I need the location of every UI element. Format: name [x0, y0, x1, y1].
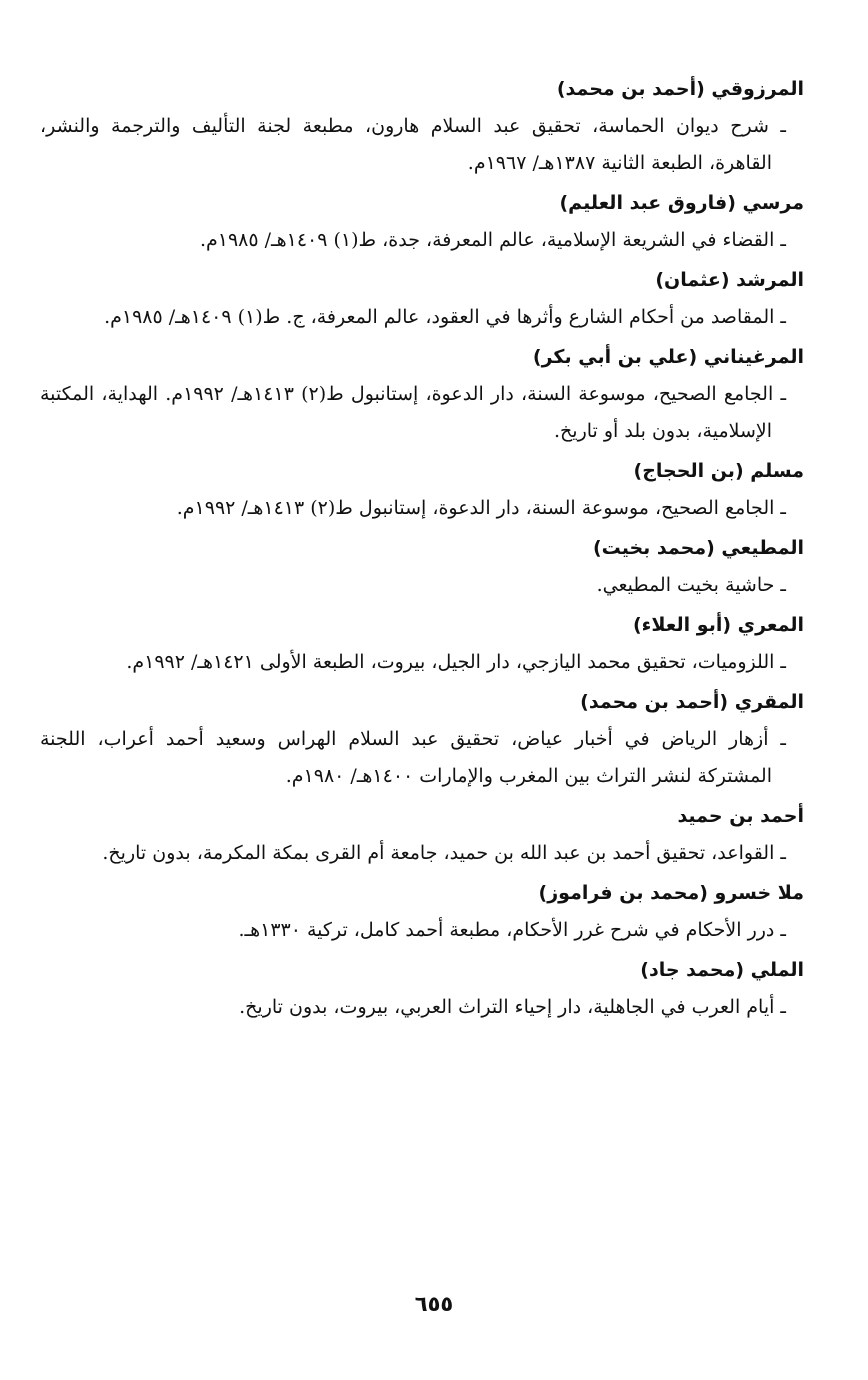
- bibliography-entry: [40, 74, 804, 182]
- entry-work: ـ الجامع الصحيح، موسوعة السنة، دار الدعوة، إستانبول ط(٢) ١٤١٣هـ/ ١٩٩٢م.: [176, 497, 786, 519]
- entry-author: الملي (محمد جاد): [640, 959, 804, 981]
- bibliography-entry: [40, 456, 804, 527]
- entry-work: ـ الجامع الصحيح، موسوعة السنة، دار الدعوة، إستانبول ط(٢) ١٤١٣هـ/ ١٩٩٢م. الهداية، المكتبة الإسلامية، بدون بلد أو تاريخ.: [40, 383, 787, 442]
- entry-author: ملا خسرو (محمد بن فراموز): [538, 882, 804, 904]
- entry-work: ـ القواعد، تحقيق أحمد بن عبد الله بن حميد، جامعة أم القرى بمكة المكرمة، بدون تاريخ.: [102, 842, 786, 864]
- bibliography-entry: [40, 342, 804, 450]
- entry-work: ـ أزهار الرياض في أخبار عياض، تحقيق عبد السلام الهراس وسعيد أحمد أعراب، اللجنة المشتركة لنشر التراث بين المغرب والإمارات ١٤٠٠هـ/ ١٩٨٠م.: [40, 728, 786, 787]
- entry-author: المرغيناني (علي بن أبي بكر): [532, 346, 804, 368]
- bibliography-entry: [40, 801, 804, 872]
- entry-author: أحمد بن حميد: [677, 805, 804, 827]
- entry-work: ـ أيام العرب في الجاهلية، دار إحياء التراث العربي، بيروت، بدون تاريخ.: [239, 996, 786, 1018]
- bibliography-entry: [40, 188, 804, 259]
- entry-author: مسلم (بن الحجاج): [633, 460, 804, 482]
- entry-work: ـ اللزوميات، تحقيق محمد اليازجي، دار الجيل، بيروت، الطبعة الأولى ١٤٢١هـ/ ١٩٩٢م.: [126, 651, 786, 673]
- bibliography-entry: [40, 265, 804, 336]
- entry-work: ـ درر الأحكام في شرح غرر الأحكام، مطبعة أحمد كامل، تركية ١٣٣٠هـ.: [238, 919, 786, 941]
- entry-author: المطيعي (محمد بخيت): [592, 537, 804, 559]
- entry-author: المرزوقي (أحمد بن محمد): [556, 78, 804, 100]
- entry-author: المعري (أبو العلاء): [632, 614, 804, 636]
- bibliography-entry: [40, 878, 804, 949]
- entry-author: المرشد (عثمان): [655, 269, 804, 291]
- bibliography-page: [40, 68, 804, 1026]
- page-number: ٦٥٥: [414, 1292, 454, 1316]
- bibliography-entry: [40, 955, 804, 1026]
- entry-author: مرسي (فاروق عبد العليم): [559, 192, 804, 214]
- entry-work: ـ حاشية بخيت المطيعي.: [596, 574, 786, 596]
- entry-work: ـ شرح ديوان الحماسة، تحقيق عبد السلام هارون، مطبعة لجنة التأليف والترجمة والنشر، القاهرة، الطبعة الثانية ١٣٨٧هـ/ ١٩٦٧م.: [40, 115, 786, 174]
- entry-author: المقري (أحمد بن محمد): [580, 691, 804, 713]
- entry-work: ـ القضاء في الشريعة الإسلامية، عالم المعرفة، جدة، ط(١) ١٤٠٩هـ/ ١٩٨٥م.: [199, 229, 786, 251]
- bibliography-entry: [40, 610, 804, 681]
- bibliography-entry: [40, 533, 804, 604]
- bibliography-entry: [40, 687, 804, 795]
- entry-work: ـ المقاصد من أحكام الشارع وأثرها في العقود، عالم المعرفة، ج. ط(١) ١٤٠٩هـ/ ١٩٨٥م.: [104, 306, 786, 328]
